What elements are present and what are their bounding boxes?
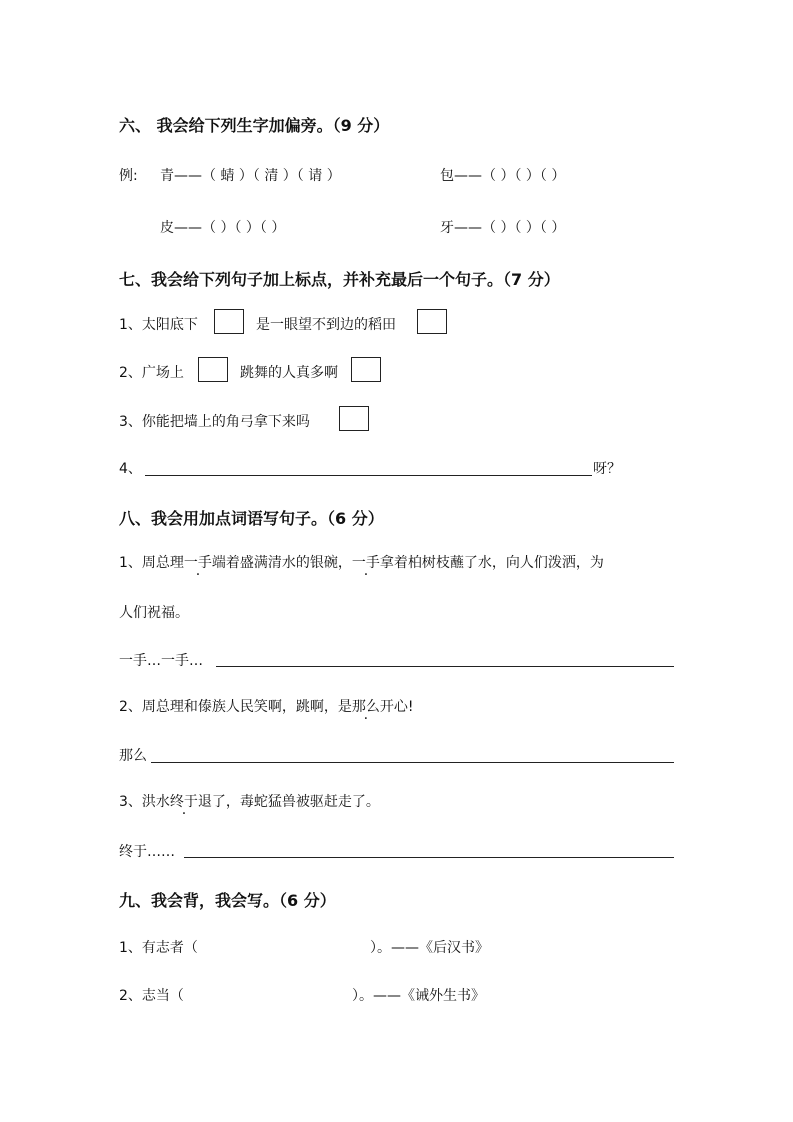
punctuation-box[interactable] <box>339 406 369 431</box>
s7-q2-part-a: 2、广场上 <box>119 365 184 381</box>
s9-q1-part-a[interactable]: 1、有志者（ <box>119 940 198 956</box>
section-8-title: 八、我会用加点词语写句子。（6 分） <box>119 509 384 528</box>
s8-q1-prompt: 一手…一手… <box>119 653 203 669</box>
answer-line[interactable] <box>151 762 674 763</box>
s8-q1-text: 端着盛满清水的银碗， <box>211 555 352 571</box>
answer-line[interactable] <box>184 857 674 858</box>
section-7-title: 七、我会给下列句子加上标点，并补充最后一个句子。（7 分） <box>119 270 560 289</box>
s8-q3-line <box>119 791 380 811</box>
s7-q1-part-b: 是一眼望不到边的稻田 <box>256 317 396 333</box>
emphasized-word: 一手 <box>183 555 212 571</box>
s7-q2-part-b: 跳舞的人真多啊 <box>240 365 338 381</box>
answer-line[interactable] <box>216 666 674 667</box>
punctuation-box[interactable] <box>198 357 228 382</box>
radical-row-2-left: 皮——（ ）（ ）（ ） <box>160 220 286 236</box>
emphasized-word: 那么 <box>351 699 380 715</box>
punctuation-box[interactable] <box>351 357 381 382</box>
s8-q1-text: 拿着柏树枝蘸了水，向人们泼洒，为 <box>379 555 604 571</box>
s9-q2-part-a[interactable]: 2、志当（ <box>119 988 184 1004</box>
example-label: 例: <box>119 168 138 184</box>
s9-q2-part-b: ）。——《诫外生书》 <box>352 988 485 1004</box>
answer-line[interactable] <box>145 475 592 476</box>
emphasized-word: 终于 <box>169 794 198 810</box>
s7-q1-part-a: 1、太阳底下 <box>119 317 198 333</box>
radical-row-1-right: 包——（ ）（ ）（ ） <box>440 168 566 184</box>
s8-q3-text: 3、洪水 <box>119 794 170 810</box>
section-6-title: 六、 我会给下列生字加偏旁。（9 分） <box>119 116 390 135</box>
radical-row-1-left: 青——（ 蜻 ）（ 清 ）（ 请 ） <box>160 168 341 184</box>
punctuation-box[interactable] <box>214 309 244 334</box>
s8-q3-prompt: 终于…… <box>119 844 175 860</box>
s8-q2-text: 开心! <box>379 699 414 715</box>
s8-q2-line <box>119 696 414 716</box>
s8-q1-text: 1、周总理 <box>119 555 184 571</box>
radical-row-2-right: 牙——（ ）（ ）（ ） <box>440 220 566 236</box>
s9-q1-part-b: ）。——《后汉书》 <box>370 940 489 956</box>
s8-q2-text: 2、周总理和傣族人民笑啊，跳啊，是 <box>119 699 352 715</box>
punctuation-box[interactable] <box>417 309 447 334</box>
s8-q1-line1 <box>119 552 604 572</box>
s8-q1-line2: 人们祝福。 <box>119 605 189 621</box>
s8-q2-prompt: 那么 <box>119 748 147 764</box>
s7-q4-ending: 呀？ <box>593 461 621 477</box>
emphasized-word: 一手 <box>351 555 380 571</box>
s7-q4-number: 4、 <box>119 461 142 477</box>
s8-q3-text: 退了，毒蛇猛兽被驱赶走了。 <box>197 794 380 810</box>
s7-q3-part-a: 3、你能把墙上的角弓拿下来吗 <box>119 414 310 430</box>
section-9-title: 九、我会背，我会写。（6 分） <box>119 891 336 910</box>
